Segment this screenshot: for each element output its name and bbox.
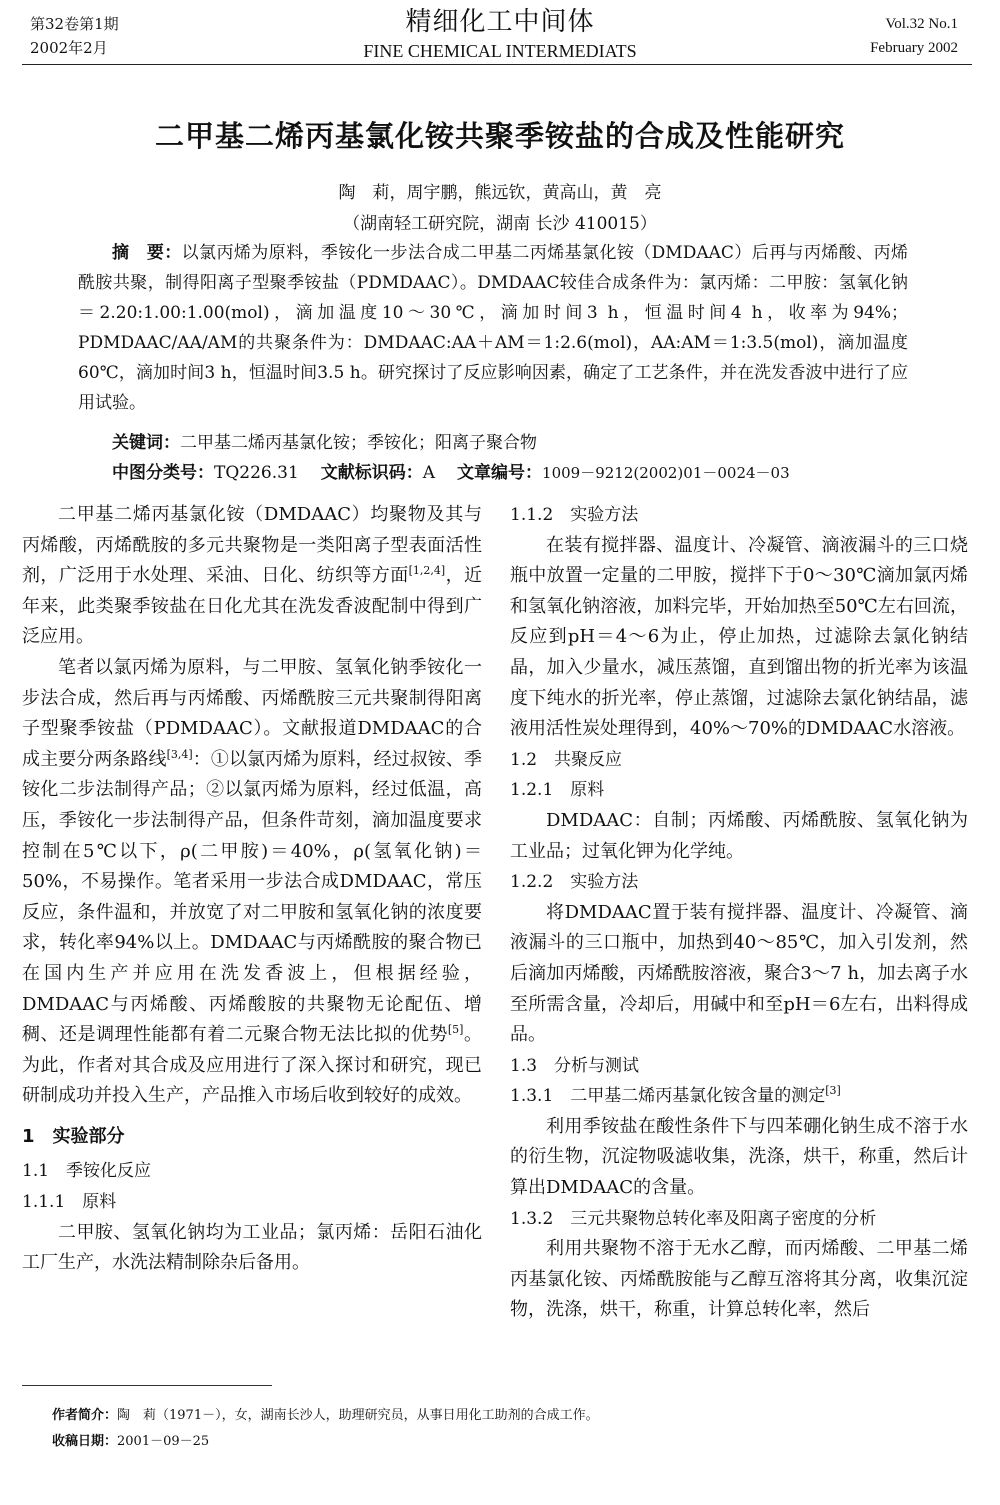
paragraph-text: ：①以氯丙烯为原料，经过叔铵、季铵化二步法制得产品；②以氯丙烯为原料，经过低温，高压，季铵化一步法制得产品，但条件苛刻，滴加温度要求控制在5℃以下，ρ(二甲胺)＝40%，ρ(氢氧化钠)＝50%，不易操作。笔者采用一步法合成DMDAAC，常压反应，条件温和，并放宽了对二甲胺和氢氧化钠的浓度要求，转化率94%以上。DMDAAC与丙烯酰胺的聚合物已在国内生产并应用在洗发香波上，但根据经验，DMDAAC与丙烯酸、丙烯酸胺的共聚物无论配伍、增稠、还是调理性能都有着二元聚合物无法比拟的优势: [22, 748, 482, 1046]
journal-name-cn: 精细化工中间体: [405, 7, 595, 37]
left-column: [22, 500, 482, 1279]
right-column: [510, 500, 968, 1326]
section-heading: 1 实验部分: [22, 1125, 125, 1147]
author-list: 陶 莉，周宇鹏，熊远钦，黄高山，黄 亮: [338, 183, 662, 203]
author-bio-label: 作者简介：: [52, 1408, 118, 1423]
author-bio-text: 陶 莉（1971－），女，湖南长沙人，助理研究员，从事日用化工助剂的合成工作。: [117, 1408, 599, 1423]
volume-issue-en: Vol.32 No.1: [885, 16, 958, 32]
clc-label: 中图分类号：: [112, 463, 214, 483]
abstract-text: 以氯丙烯为原料，季铵化一步法合成二甲基二丙烯基氯化铵（DMDAAC）后再与丙烯酸、丙烯酰胺共聚，制得阳离子型聚季铵盐（PDMDAAC）。DMDAAC较佳合成条件为：氯丙烯：二甲胺：氢氧化钠＝2.20:1.00:1.00(mol)，滴加温度10～30℃，滴加时间3 h，恒温时间4 h，收率为94%；PDMDAAC/AA/AM的共聚条件为：DMDAAC:AA＋AM＝1:2.6(mol)，AA:AM＝1:3.5(mol)，滴加温度60℃，滴加时间3 h，恒温时间3.5 h。研究探讨了反应影响因素，确定了工艺条件，并在洗发香波中进行了应用试验。: [78, 243, 908, 413]
paragraph-text: ，近年来，此类聚季铵盐在日化尤其在洗发香波配制中得到广泛应用。: [22, 565, 483, 648]
keywords-label: 关键词：: [112, 433, 180, 453]
doc-code-label: 文献标识码：: [320, 463, 423, 483]
subsubsection-heading: 1.1.1 原料: [22, 1192, 117, 1213]
journal-masthead: [0, 6, 1000, 62]
body-paragraph: [22, 500, 482, 653]
subsubsection-heading: 1.2.2 实验方法: [510, 872, 639, 893]
body-paragraph: 二甲胺、氢氧化钠均为工业品；氯丙烯：岳阳石油化工厂生产，水洗法精制除杂后备用。: [22, 1221, 482, 1274]
classification-line: [112, 458, 790, 483]
subsection-heading: 1.1 季铵化反应: [22, 1161, 152, 1182]
abstract-label: 摘 要：: [112, 243, 182, 263]
subsubsection-heading: 1.2.1 原料: [510, 780, 605, 801]
subsubsection-heading: 1.1.2 实验方法: [510, 505, 639, 525]
subsection-heading: 1.2 共聚反应: [510, 749, 623, 770]
keywords-text: 二甲基二烯丙基氯化铵；季铵化；阳离子聚合物: [180, 433, 537, 453]
header-right: [870, 12, 958, 60]
body-paragraph: DMDAAC：自制；丙烯酸、丙烯酰胺、氢氧化钠为工业品；过氧化钾为化学纯。: [510, 809, 968, 862]
heading-text: 1.3.1 二甲基二烯丙基氯化铵含量的测定: [510, 1086, 826, 1107]
author-bio: [52, 1406, 599, 1426]
citation: [3,4]: [166, 747, 193, 761]
received-date-label: 收稿日期：: [52, 1434, 118, 1449]
clc-value: TQ226.31: [214, 463, 299, 483]
body-paragraph: 利用共聚物不溶于无水乙醇，而丙烯酸、二甲基二烯丙基氯化铵、丙烯酰胺能与乙醇互溶将其分离，收集沉淀物，洗涤，烘干，称重，计算总转化率，然后: [510, 1238, 968, 1321]
date-en: February 2002: [870, 40, 958, 56]
subsubsection-heading: [510, 1081, 968, 1112]
body-paragraph: [22, 653, 482, 1112]
body-paragraph: 利用季铵盐在酸性条件下与四苯硼化钠生成不溶于水的衍生物，沉淀物吸滤收集，洗涤，烘干，称重，然后计算出DMDAAC的含量。: [510, 1115, 968, 1199]
citation: [3]: [825, 1084, 841, 1098]
article-number-value: 1009－9212(2002)01－0024－03: [542, 464, 790, 482]
doc-code-value: A: [422, 463, 436, 483]
keywords: [112, 428, 537, 453]
citation: [1,2,4]: [408, 564, 446, 578]
header-rule: [22, 64, 972, 65]
footnote-rule: [22, 1385, 272, 1386]
paragraph-text: 笔者以氯丙烯为原料，与二甲胺、氢氧化钠季铵化一步法合成，然后再与丙烯酸、丙烯酰胺三元共聚制得阳离子型聚季铵盐（PDMDAAC）。文献报道DMDAAC的合成主要分两条路线: [22, 656, 482, 770]
subsubsection-heading: 1.3.2 三元共聚物总转化率及阳离子密度的分析: [510, 1208, 877, 1229]
paragraph-text: 。为此，作者对其合成及应用进行了深入探讨和研究，现已研制成功并投入生产，产品推入市场后收到较好的成效。: [22, 1024, 483, 1107]
volume-issue-cn: 第32卷第1期: [30, 15, 119, 33]
journal-name-en: FINE CHEMICAL INTERMEDIATS: [363, 41, 637, 61]
received-date-text: 2001－09－25: [117, 1434, 210, 1449]
subsection-heading: 1.3 分析与测试: [510, 1055, 640, 1076]
citation: [5]: [447, 1023, 464, 1037]
article-number-label: 文章编号：: [457, 463, 543, 483]
body-paragraph: 在装有搅拌器、温度计、冷凝管、滴液漏斗的三口烧瓶中放置一定量的二甲胺，搅拌下于0～30℃滴加氯丙烯和氢氧化钠溶液，加料完毕，开始加热至50℃左右回流，反应到pH＝4～6为止，停止加热，过滤除去氯化钠结晶，加入少量水，减压蒸馏，直到馏出物的折光率为该温度下纯水的折光率，停止蒸馏，过滤除去氯化钠结晶，滤液用活性炭处理得到，40%～70%的DMDAAC水溶液。: [510, 534, 968, 740]
paragraph-text: 二甲基二烯丙基氯化铵（DMDAAC）均聚物及其与丙烯酸，丙烯酰胺的多元共聚物是一类阳离子型表面活性剂，广泛用于水处理、采油、日化、纺织等方面: [22, 504, 482, 587]
affiliation: （湖南轻工研究院，湖南 长沙 410015）: [343, 214, 657, 234]
abstract: [78, 238, 908, 418]
date-cn: 2002年2月: [30, 39, 108, 57]
body-paragraph: 将DMDAAC置于装有搅拌器、温度计、冷凝管、滴液漏斗的三口瓶中，加热到40～85℃，加入引发剂，然后滴加丙烯酸，丙烯酰胺溶液，聚合3～7 h，加去离子水至所需含量，冷却后，用碱中和至pH＝6左右，出料得成品。: [510, 901, 969, 1046]
paper-title: 二甲基二烯丙基氯化铵共聚季铵盐的合成及性能研究: [154, 119, 845, 153]
received-date: [52, 1432, 209, 1452]
